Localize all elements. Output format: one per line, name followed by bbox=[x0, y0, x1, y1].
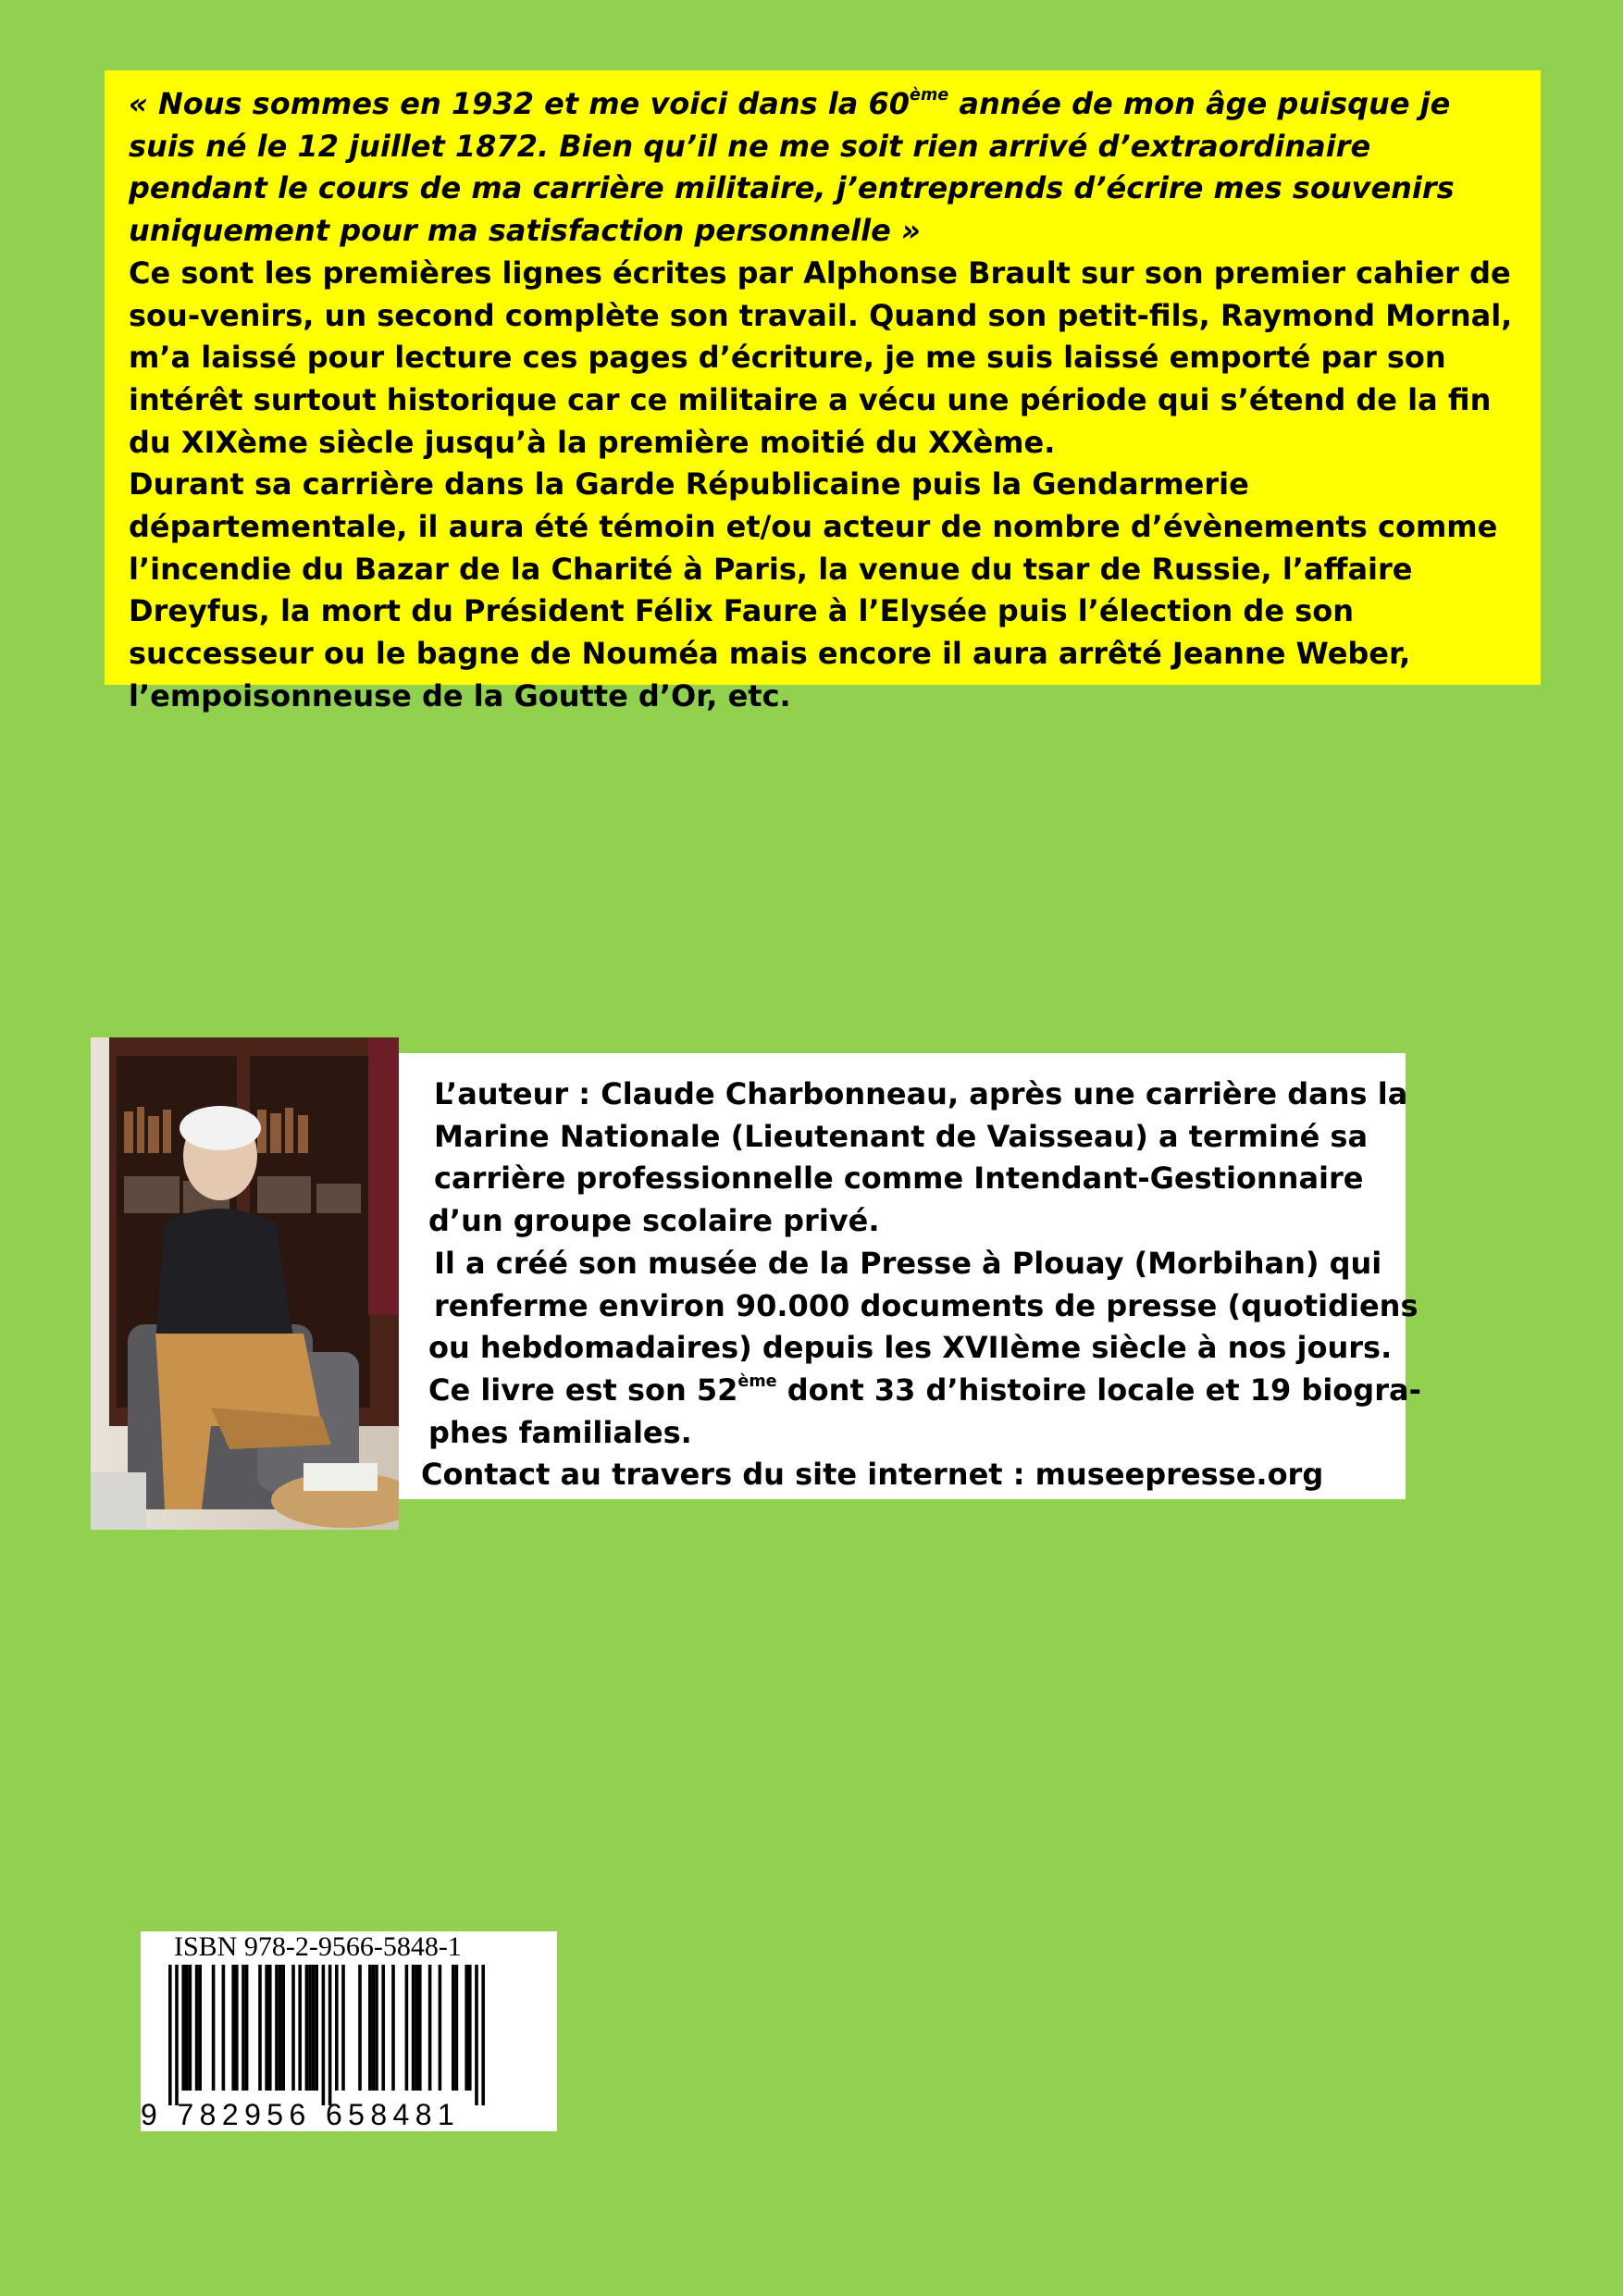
barcode-bar bbox=[231, 1965, 235, 2091]
barcode-bar bbox=[275, 1965, 279, 2091]
isbn-label: ISBN 978-2-9566-5848-1 bbox=[174, 1931, 462, 1962]
bio-line: L’auteur : Claude Charbonneau, après une carrière dans la bbox=[434, 1076, 1408, 1111]
bio-line: Marine Nationale (Lieutenant de Vaisseau) a terminé sa bbox=[434, 1118, 1369, 1154]
barcode-bar bbox=[268, 1965, 272, 2091]
barcode-bar bbox=[322, 1965, 326, 2105]
barcode-bar bbox=[258, 1965, 262, 2091]
barcode-bar bbox=[418, 1965, 422, 2091]
bio-book-count-line bbox=[428, 1370, 1421, 1412]
barcode-bar bbox=[168, 1965, 172, 2105]
barcode-bar bbox=[212, 1965, 216, 2091]
contact-line: Contact au travers du site internet : museepresse.org bbox=[421, 1457, 1324, 1493]
barcode-bar bbox=[189, 1965, 192, 2091]
barcode-bar bbox=[328, 1965, 332, 2105]
barcode-bar bbox=[381, 1965, 385, 2091]
barcode-bar bbox=[455, 1965, 459, 2091]
barcode-bar bbox=[298, 1965, 302, 2091]
barcode-bar bbox=[375, 1965, 378, 2091]
back-cover-blurb bbox=[105, 70, 1541, 714]
barcode-digits: 9 782956 658481 bbox=[141, 2098, 461, 2131]
barcode-bar bbox=[475, 1965, 478, 2105]
isbn-barcode bbox=[141, 1931, 557, 2131]
barcode-bar bbox=[175, 1965, 179, 2105]
blurb-paragraph-1: Ce sont les premières lignes écrites par Alphonse Brault sur son premier cahier de sou-venirs, un second complète son travail. Quand son petit-fils, Raymond Mornal, m’a laissé pour lecture ces pages d’écriture, je me suis laissé emporté par son intérêt surtout historique car ce militaire a vécu une période qui s’étend de la fin du XIXème siècle jusqu’à la première moitié du XXème. bbox=[129, 254, 1513, 460]
barcode-bar bbox=[481, 1965, 485, 2105]
barcode-bar bbox=[279, 1965, 282, 2091]
barcode-bar bbox=[452, 1965, 455, 2091]
quote-text-end: année de mon âge puisque je suis né le 12 juillet 1872. Bien qu’il ne me soit rien arrivé d’extraordinaire pendant le cours de ma carrière militaire, j’entreprends d’écrire mes souvenirs uniquement pour ma satisfaction personnelle » bbox=[129, 86, 1455, 249]
bio-line: ou hebdomadaires) depuis les XVIIème siècle à nos jours. bbox=[428, 1330, 1393, 1366]
barcode-bar bbox=[305, 1965, 309, 2091]
barcode-bar bbox=[391, 1965, 395, 2091]
bio-line: carrière professionnelle comme Intendant-Gestionnaire bbox=[434, 1160, 1364, 1197]
quote-text-start: « Nous sommes en 1932 et me voici dans la 60 bbox=[129, 86, 911, 121]
barcode-bar bbox=[235, 1965, 239, 2091]
barcode-bar bbox=[372, 1965, 376, 2091]
barcode-bar bbox=[222, 1965, 226, 2091]
barcode-bar bbox=[439, 1965, 442, 2091]
bio-line: phes familiales. bbox=[428, 1414, 692, 1450]
book-line-end: dont 33 d’histoire locale et 19 biogra- bbox=[776, 1371, 1421, 1408]
book-line-superscript: ème bbox=[737, 1371, 777, 1391]
barcode-bar bbox=[198, 1965, 202, 2091]
bio-line: d’un groupe scolaire privé. bbox=[428, 1203, 880, 1239]
barcode-bar bbox=[315, 1965, 318, 2091]
blurb-paragraph-2: Durant sa carrière dans la Garde Républicaine puis la Gendarmerie départementale, il aura été témoin et/ou acteur de nombre d’évènements comme l’incendie du Bazar de la Charité à Paris, la venue du tsar de Russie, l’affaire Dreyfus, la mort du Président Félix Faure à l’Elysée puis l’élection de son successeur ou le bagne de Nouméa mais encore il aura arrêté Jeanne Weber, l’empoisonneuse de la Goutte d’Or, etc. bbox=[129, 466, 1498, 714]
barcode-bar bbox=[358, 1965, 362, 2091]
barcode-bar bbox=[195, 1965, 199, 2091]
bio-line: renferme environ 90.000 documents de presse (quotidiens bbox=[434, 1287, 1419, 1323]
barcode-bar bbox=[465, 1965, 468, 2091]
barcode-bar bbox=[245, 1965, 249, 2091]
barcode-bar bbox=[341, 1965, 345, 2091]
barcode-bar bbox=[405, 1965, 409, 2091]
barcode-bar bbox=[468, 1965, 472, 2091]
barcode-bar bbox=[312, 1965, 316, 2091]
barcode-bar bbox=[428, 1965, 432, 2091]
book-line-start: Ce livre est son 52 bbox=[428, 1371, 738, 1408]
barcode-bar bbox=[265, 1965, 268, 2091]
barcode-bar bbox=[308, 1965, 312, 2091]
barcode-bar bbox=[185, 1965, 189, 2091]
bio-line: Il a créé son musée de la Presse à Plouay (Morbihan) qui bbox=[434, 1245, 1382, 1281]
author-photo bbox=[91, 1037, 399, 1530]
barcode-bar bbox=[242, 1965, 245, 2091]
barcode-bar bbox=[335, 1965, 339, 2091]
barcode-bar bbox=[368, 1965, 372, 2091]
author-bio bbox=[399, 1053, 1421, 1499]
barcode-bar bbox=[412, 1965, 415, 2091]
barcode-bar bbox=[181, 1965, 185, 2091]
barcode-bar bbox=[291, 1965, 295, 2091]
quote-superscript: ème bbox=[910, 86, 949, 105]
opening-quote bbox=[129, 83, 1517, 253]
barcode-bar bbox=[281, 1965, 285, 2091]
barcode-bar bbox=[415, 1965, 418, 2091]
